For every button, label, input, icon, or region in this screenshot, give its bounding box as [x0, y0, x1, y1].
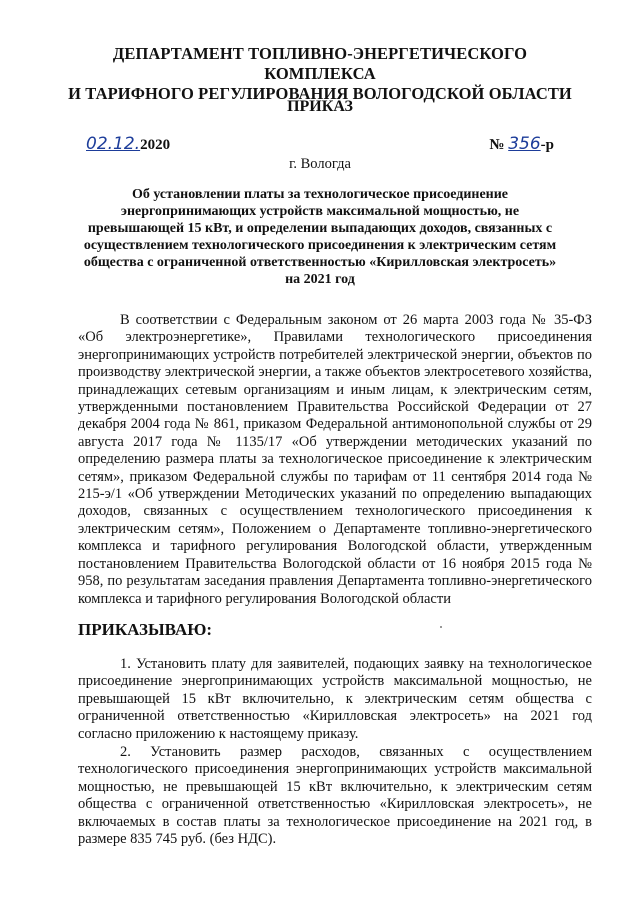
number-sign: № [489, 137, 505, 153]
department-line-1: ДЕПАРТАМЕНТ ТОПЛИВНО-ЭНЕРГЕТИЧЕСКОГО КОМПЛЕКСА [112, 44, 528, 83]
order-subject: Об установлении платы за технологическое присоединение энергопринимающих устройств максимальной мощностью, не превышающей 15 кВт, и определении выпадающих доходов, связанных с осуществлением технологического присоединения к электрическим сетям общества с ограниченной ответственностью «Кирилловская электросеть» на 2021 год [83, 187, 557, 287]
department-line-2: И ТАРИФНОГО РЕГУЛИРОВАНИЯ ВОЛОГОДСКОЙ ОБЛАСТИ [68, 84, 572, 103]
decree-word: ПРИКАЗЫВАЮ: [78, 620, 213, 639]
order-item-2: 2. Установить размер расходов, связанных с осуществлением технологического присоединения энергопринимающих устройств максимальной мощностью, не превышающей 15 кВт включительно, к электрическим сетям общества с ограниченной ответственностью «Кирилловская электросеть», не включаемых в состав платы за технологическое присоединение на 2021 год, в размере 835 745 руб. (без НДС). [78, 744, 592, 848]
scan-speck [440, 626, 442, 628]
order-date [86, 134, 170, 154]
handwritten-date: 02.12. [86, 134, 141, 154]
document-type-title: ПРИКАЗ [287, 98, 353, 115]
department-header [60, 44, 580, 104]
order-item-1: 1. Установить плату для заявителей, подающих заявку на технологическое присоединение энергопринимающих устройств максимальной мощностью, не превышающей 15 кВт включительно, к электрическим сетям общества с ограниченной ответственностью «Кирилловская электросеть» на 2021 год согласно приложению к настоящему приказу. [78, 656, 592, 742]
number-suffix: -р [540, 137, 554, 153]
preamble-paragraph: В соответствии с Федеральным законом от 26 марта 2003 года № 35-ФЗ «Об электроэнергетике», Правилами технологического присоединения энергопринимающих устройств потребителей электрической энергии, объектов по производству электрической энергии, а также объектов электросетевого хозяйства, принадлежащих сетевым организациям и иным лицам, к электрическим сетям, утвержденными постановлением Правительства Российской Федерации от 27 декабря 2004 года № 861, приказом Федеральной антимонопольной службы от 29 августа 2017 года № 1135/17 «Об утверждении методических указаний по определению размера платы за технологическое присоединение к электрическим сетям», приказом Федеральной службы по тарифам от 11 сентября 2014 года № 215-э/1 «Об утверждении Методических указаний по определению выпадающих доходов, связанных с осуществлением технологического присоединения к электрическим сетям», Положением о Департаменте топливно-энергетического комплекса и тарифного регулирования Вологодской области, утвержденным постановлением Правительства Вологодской области от 16 ноября 2015 года № 958, по результатам заседания правления Департамента топливно-энергетического комплекса и тарифного регулирования Вологодской области [78, 312, 592, 607]
city: г. Вологда [289, 156, 351, 172]
order-number [489, 134, 554, 154]
date-year: 2020 [140, 137, 171, 153]
handwritten-number: 356 [508, 134, 541, 154]
